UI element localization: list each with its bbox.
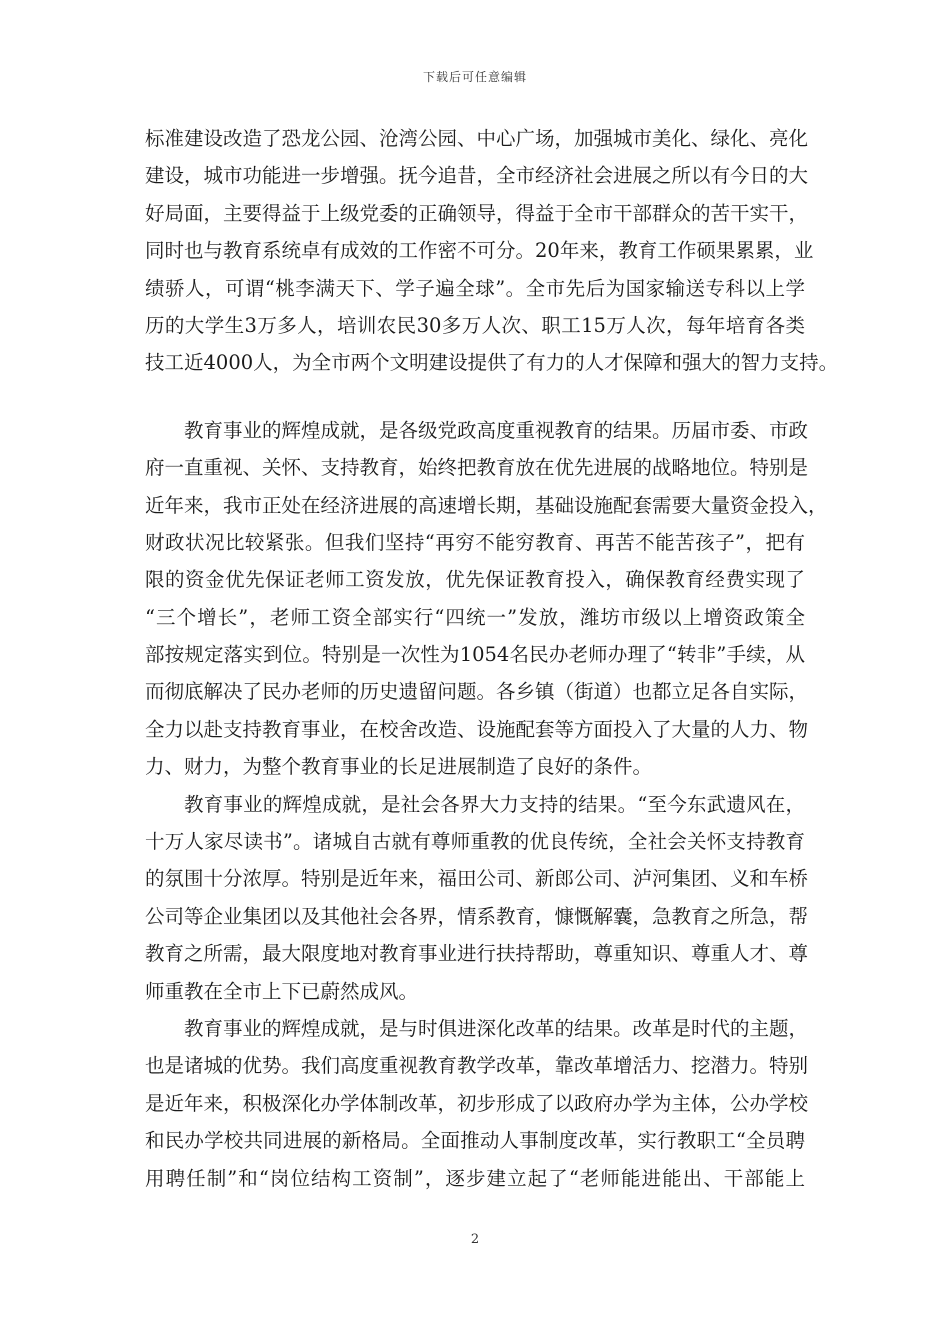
- text-line: 和民办学校共同进展的新格局。全面推动人事制度改革，实行教职工“全员聘: [145, 1129, 805, 1153]
- text-line: 全力以赴支持教育事业，在校舍改造、设施配套等方面投入了大量的人力、物: [145, 717, 809, 741]
- text-line: 也是诸城的优势。我们高度重视教育教学改革，靠改革增活力、挖潜力。特别: [145, 1054, 809, 1078]
- paragraph-gap: [145, 382, 805, 412]
- text-line: 标准建设改造了恐龙公园、沧湾公园、中心广场，加强城市美化、绿化、亮化: [145, 127, 809, 150]
- page-number: 2: [470, 1232, 480, 1247]
- text-line: 是近年来，积极深化办学体制改革，初步形成了以政府办学为主体，公办学校: [145, 1091, 809, 1115]
- text-line: 教育之所需，最大限度地对教育事业进行扶持帮助，尊重知识、尊重人才、尊: [145, 942, 809, 966]
- text-line: 绩骄人，可谓“桃李满天下、学子遍全球”。全市先后为国家输送专科以上学: [145, 276, 805, 300]
- text-line: 部按规定落实到位。特别是一次性为1054名民办老师办理了“转非”手续，从: [145, 643, 805, 667]
- text-line: 建设，城市功能进一步增强。抚今追昔，全市经济社会进展之所以有今日的大: [145, 164, 809, 188]
- document-body: [145, 120, 839, 1197]
- page-header-note: 下载后可任意编辑: [422, 70, 527, 84]
- text-line: “三个增长”，老师工资全部实行“四统一”发放，潍坊市级以上增资政策全: [145, 605, 805, 629]
- text-line: 而彻底解决了民办老师的历史遗留问题。各乡镇（街道）也都立足各自实际，: [145, 680, 809, 704]
- text-line: 好局面，主要得益于上级党委的正确领导，得益于全市干部群众的苦干实干，: [145, 201, 809, 225]
- text-line: 教育事业的辉煌成就，是社会各界大力支持的结果。“至今东武遗风在，: [184, 792, 805, 816]
- text-line: 公司等企业集团以及其他社会各界，情系教育，慷慨解囊，急教育之所急，帮: [145, 904, 809, 928]
- paragraph: [145, 120, 839, 382]
- text-line: 教育事业的辉煌成就，是与时俱进深化改革的结果。改革是时代的主题，: [184, 1016, 809, 1040]
- text-line: 力、财力，为整个教育事业的长足进展制造了良好的条件。: [145, 755, 653, 779]
- paragraph: [145, 786, 809, 1010]
- text-line: 教育事业的辉煌成就，是各级党政高度重视教育的结果。历届市委、市政: [184, 418, 809, 442]
- text-line: 师重教在全市上下已蔚然成风。: [145, 979, 419, 1003]
- text-line: 近年来，我市正处在经济进展的高速增长期，基础设施配套需要大量资金投入，: [145, 493, 828, 517]
- text-line: 财政状况比较紧张。但我们坚持“再穷不能穷教育、再苦不能苦孩子”，把有: [145, 530, 805, 554]
- text-line: 用聘任制”和“岗位结构工资制”，逐步建立起了“老师能进能出、干部能上: [145, 1166, 805, 1190]
- text-line: 十万人家尽读书”。诸城自古就有尊师重教的优良传统，全社会关怀支持教育: [145, 830, 805, 854]
- text-line: 同时也与教育系统卓有成效的工作密不可分。20年来，教育工作硕果累累，业: [145, 239, 814, 263]
- text-line: 历的大学生3万多人，培训农民30多万人次、职工15万人次，每年培育各类: [145, 313, 805, 337]
- text-line: 技工近4000人，为全市两个文明建设提供了有力的人才保障和强大的智力支持。: [145, 351, 839, 375]
- paragraph: [145, 412, 828, 786]
- text-line: 的氛围十分浓厚。特别是近年来，福田公司、新郎公司、泸河集团、义和车桥: [145, 867, 809, 891]
- text-line: 限的资金优先保证老师工资发放，优先保证教育投入，确保教育经费实现了: [145, 568, 805, 592]
- text-line: 府一直重视、关怀、支持教育，始终把教育放在优先进展的战略地位。特别是: [145, 456, 809, 480]
- paragraph: [145, 1010, 809, 1197]
